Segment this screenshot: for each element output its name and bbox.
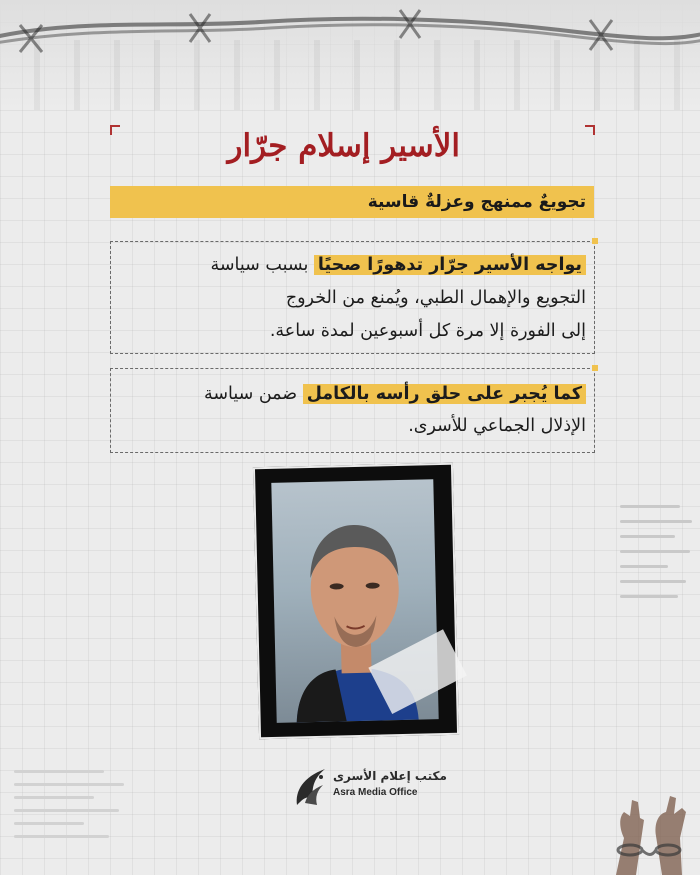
asra-media-office-logo [291,765,447,809]
paragraph-1-line-1-rest: بسبب سياسة [210,255,314,275]
text-box-humiliation [110,368,595,453]
logo-arabic-text: مكتب إعلام الأسرى [333,769,447,783]
box-marker [592,365,598,371]
text-box-health [110,241,595,354]
faded-text-block-right [620,505,692,610]
chained-hands-icon [596,778,700,875]
paragraph-2-line-1-rest: ضمن سياسة [203,384,303,404]
barbed-wire-icon [0,0,700,80]
subtitle: تجويعٌ ممنهج وعزلةٌ قاسية [367,192,586,212]
logo-english-text: Asra Media Office [333,787,418,798]
photo-frame [253,463,459,739]
box-marker [592,238,598,244]
paragraph-2-line-1 [204,383,586,405]
logo-emblem-icon [291,765,331,809]
paragraph-2-line-2: الإذلال الجماعي للأسرى. [408,416,586,436]
paragraph-2-highlight: كما يُجبر على حلق رأسه بالكامل [303,384,586,404]
prisoner-photo [253,463,459,739]
faded-text-block-left [14,770,124,848]
paragraph-1-line-2: التجويع والإهمال الطبي، ويُمنع من الخروج [285,288,586,308]
paragraph-1-highlight: يواجه الأسير جرّار تدهورًا صحيًا [314,255,586,275]
subtitle-band [110,186,594,218]
corner-mark-left [110,125,120,135]
corner-mark-right [585,125,595,135]
paragraph-1-line-3: إلى الفورة إلا مرة كل أسبوعين لمدة ساعة. [269,321,586,341]
page-title: الأسير إسلام جرّار [227,128,460,164]
paragraph-1-line-1 [211,254,586,276]
